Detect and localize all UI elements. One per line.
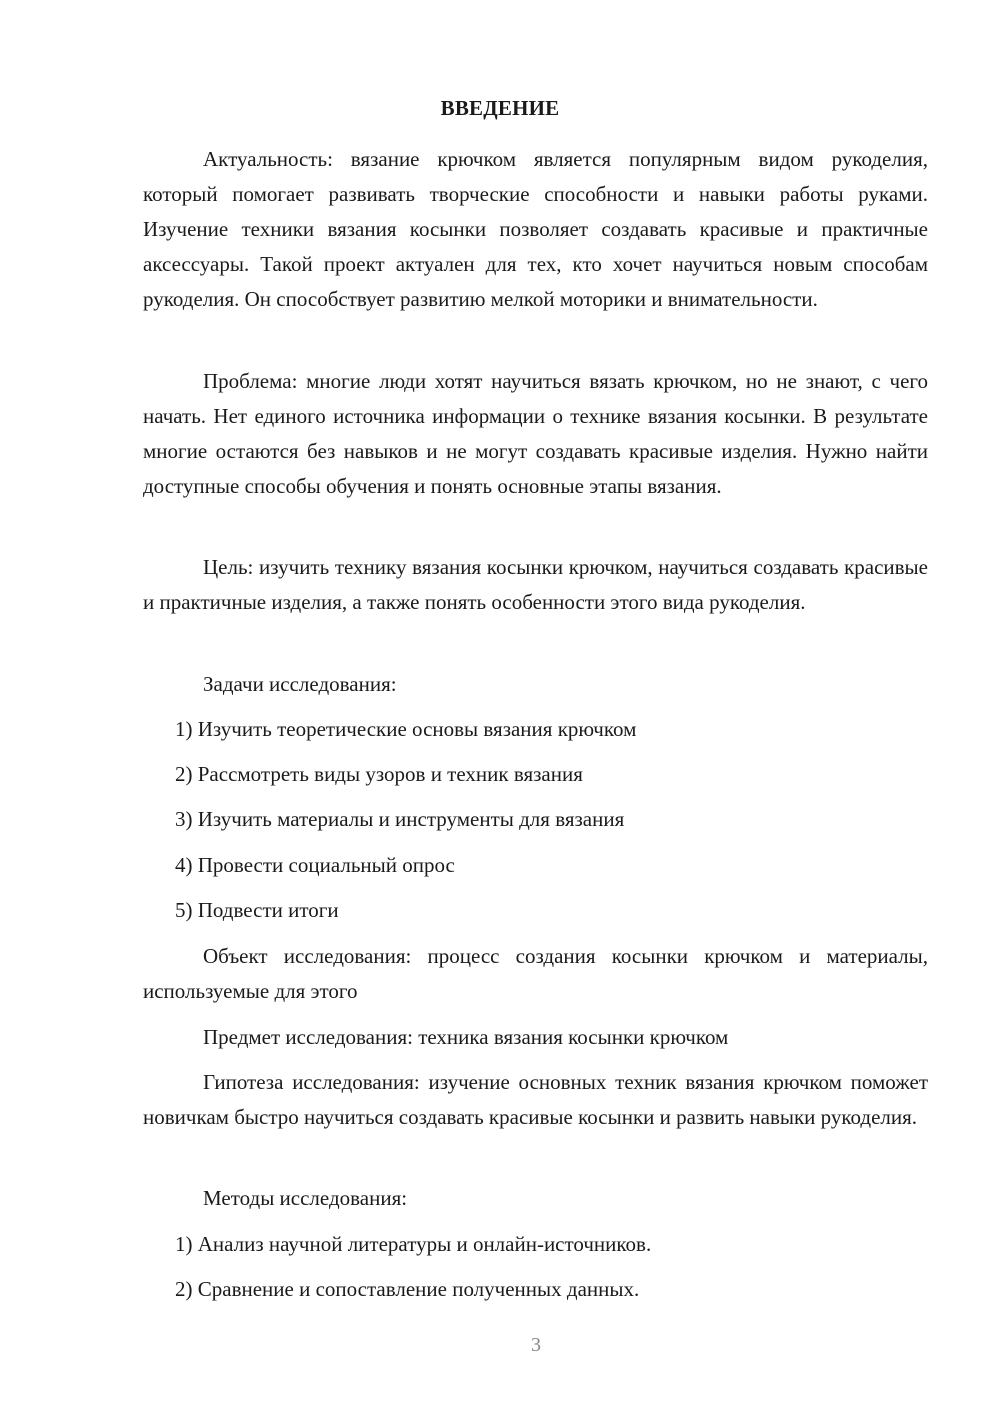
- task-item: 1) Изучить теоретические основы вязания крючком: [175, 717, 637, 741]
- paragraph-problem: Проблема: многие люди хотят научиться вязать крючком, но не знают, с чего начать. Нет единого источника информации о технике вязания косынки. В результате многие остаются без навыков и не могут создавать красивые изделия. Нужно найти доступные способы обучения и понять основные этапы вязания.: [143, 369, 928, 498]
- tasks-heading: Задачи исследования:: [203, 672, 397, 696]
- paragraph-subject: Предмет исследования: техника вязания косынки крючком: [203, 1025, 729, 1049]
- paragraph-hypothesis: Гипотеза исследования: изучение основных техник вязания крючком поможет новичкам быстро научиться создавать красивые косынки и развить навыки рукоделия.: [143, 1070, 928, 1129]
- method-item: 2) Сравнение и сопоставление полученных данных.: [175, 1277, 640, 1301]
- task-item: 2) Рассмотреть виды узоров и техник вязания: [175, 762, 583, 786]
- methods-heading: Методы исследования:: [203, 1186, 408, 1210]
- paragraph-goal: Цель: изучить технику вязания косынки крючком, научиться создавать красивые и практичные изделия, а также понять особенности этого вида рукоделия.: [143, 555, 928, 614]
- task-item: 5) Подвести итоги: [175, 898, 339, 922]
- paragraph-object: Объект исследования: процесс создания косынки крючком и материалы, используемые для этого: [143, 944, 928, 1003]
- task-item: 3) Изучить материалы и инструменты для вязания: [175, 807, 625, 831]
- paragraph-relevance: Актуальность: вязание крючком является популярным видом рукоделия, который помогает развивать творческие способности и навыки работы руками. Изучение техники вязания косынки позволяет создавать красивые и практичные аксессуары. Такой проект актуален для тех, кто хочет научиться новым способам рукоделия. Он способствует развитию мелкой моторики и внимательности.: [143, 147, 928, 311]
- method-item: 1) Анализ научной литературы и онлайн-источников.: [175, 1232, 652, 1256]
- task-item: 4) Провести социальный опрос: [175, 853, 455, 877]
- section-heading: ВВЕДЕНИЕ: [440, 96, 560, 120]
- page-number: 3: [531, 1334, 541, 1356]
